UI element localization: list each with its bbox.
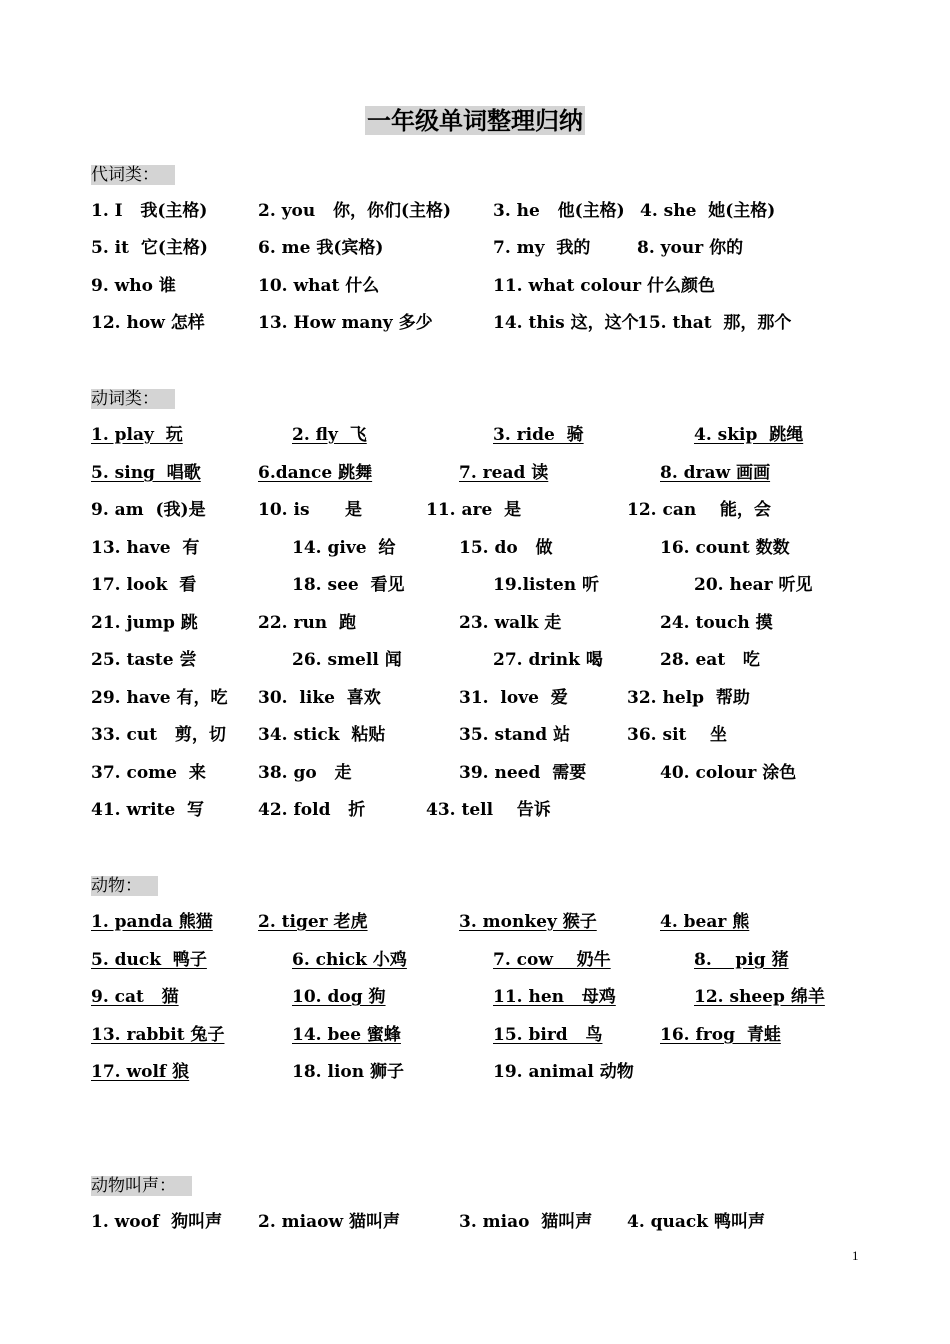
section-heading-animals: 动物： — [91, 875, 158, 897]
section-heading-animal-sounds: 动物叫声： — [91, 1175, 192, 1197]
word-entry: 2. tiger 老虎 — [258, 912, 368, 932]
word-entry: 26. smell 闻 — [292, 650, 402, 670]
word-entry: 24. touch 摸 — [660, 613, 773, 633]
word-entry: 14. give 给 — [292, 538, 396, 558]
word-entry: 9. who 谁 — [91, 276, 176, 296]
word-row — [0, 311, 950, 337]
word-entry: 30. like 喜欢 — [258, 688, 381, 708]
word-entry: 4. quack 鸭叫声 — [627, 1212, 765, 1232]
word-entry: 10. what 什么 — [258, 276, 380, 296]
word-entry: 12. sheep 绵羊 — [694, 987, 825, 1007]
word-entry: 11. what colour 什么颜色 — [493, 276, 715, 296]
word-entry: 4. skip 跳绳 — [694, 425, 804, 445]
word-entry: 16. count 数数 — [660, 538, 790, 558]
word-entry: 18. lion 狮子 — [292, 1062, 405, 1082]
word-entry: 31. love 爱 — [459, 688, 568, 708]
word-entry: 40. colour 涂色 — [660, 763, 797, 783]
word-row — [0, 798, 950, 824]
word-row — [0, 461, 950, 487]
word-entry: 3. he 他(主格) — [493, 201, 625, 221]
page-number: 1 — [852, 1248, 859, 1263]
word-row — [0, 274, 950, 300]
word-entry: 19.listen 听 — [493, 575, 600, 595]
word-entry: 3. miao 猫叫声 — [459, 1212, 593, 1232]
word-row — [0, 611, 950, 637]
page-title: 一年级单词整理归纳 — [367, 106, 583, 135]
word-entry: 17. look 看 — [91, 575, 197, 595]
word-entry: 8. your 你的 — [637, 238, 744, 258]
word-entry: 9. cat 猫 — [91, 987, 179, 1007]
word-entry: 6. me 我(宾格) — [258, 238, 384, 258]
word-entry: 11. are 是 — [426, 500, 522, 520]
word-entry: 4. bear 熊 — [660, 912, 750, 932]
word-entry: 8. draw 画画 — [660, 463, 771, 483]
word-entry: 1. I 我(主格) — [91, 201, 208, 221]
word-entry: 6.dance 跳舞 — [258, 463, 373, 483]
word-row — [0, 948, 950, 974]
word-entry: 12. how 怎样 — [91, 313, 205, 333]
word-entry: 15. bird 鸟 — [493, 1025, 603, 1045]
word-entry: 43. tell 告诉 — [426, 800, 551, 820]
word-entry: 10. is 是 — [258, 500, 363, 520]
word-entry: 15. do 做 — [459, 538, 553, 558]
word-entry: 12. can 能，会 — [627, 500, 771, 520]
word-row — [0, 1210, 950, 1236]
word-row — [0, 536, 950, 562]
word-entry: 3. monkey 猴子 — [459, 912, 597, 932]
word-entry: 33. cut 剪，切 — [91, 725, 226, 745]
word-entry: 11. hen 母鸡 — [493, 987, 616, 1007]
word-entry: 1. panda 熊猫 — [91, 912, 213, 932]
section-heading-verbs: 动词类： — [91, 388, 175, 410]
word-entry: 19. animal 动物 — [493, 1062, 634, 1082]
word-entry: 13. have 有 — [91, 538, 200, 558]
word-entry: 2. you 你，你们(主格) — [258, 201, 452, 221]
word-entry: 34. stick 粘贴 — [258, 725, 386, 745]
word-entry: 14. bee 蜜蜂 — [292, 1025, 401, 1045]
word-entry: 22. run 跑 — [258, 613, 357, 633]
word-row — [0, 1060, 950, 1086]
word-entry: 2. miaow 猫叫声 — [258, 1212, 401, 1232]
word-entry: 17. wolf 狼 — [91, 1062, 190, 1082]
word-entry: 5. sing 唱歌 — [91, 463, 201, 483]
word-row — [0, 686, 950, 712]
word-entry: 2. fly 飞 — [292, 425, 367, 445]
word-entry: 7. read 读 — [459, 463, 549, 483]
word-entry: 39. need 需要 — [459, 763, 587, 783]
word-entry: 28. eat 吃 — [660, 650, 760, 670]
word-entry: 29. have 有，吃 — [91, 688, 228, 708]
word-entry: 32. help 帮助 — [627, 688, 750, 708]
section-heading-pronouns: 代词类： — [91, 164, 175, 186]
word-row — [0, 573, 950, 599]
word-entry: 20. hear 听见 — [694, 575, 813, 595]
word-entry: 1. play 玩 — [91, 425, 183, 445]
word-entry: 13. How many 多少 — [258, 313, 433, 333]
word-entry: 5. it 它(主格) — [91, 238, 208, 258]
word-entry: 25. taste 尝 — [91, 650, 197, 670]
word-entry: 1. woof 狗叫声 — [91, 1212, 223, 1232]
word-entry: 21. jump 跳 — [91, 613, 198, 633]
word-entry: 42. fold 折 — [258, 800, 366, 820]
word-row — [0, 648, 950, 674]
word-row — [0, 910, 950, 936]
word-row — [0, 761, 950, 787]
word-row — [0, 985, 950, 1011]
word-row — [0, 423, 950, 449]
word-entry: 41. write 写 — [91, 800, 205, 820]
word-entry: 7. my 我的 — [493, 238, 591, 258]
word-entry: 8. pig 猪 — [694, 950, 789, 970]
word-entry: 9. am (我)是 — [91, 500, 206, 520]
word-entry: 35. stand 站 — [459, 725, 571, 745]
word-entry: 16. frog 青蛙 — [660, 1025, 781, 1045]
word-entry: 10. dog 狗 — [292, 987, 386, 1007]
word-entry: 15. that 那，那个 — [637, 313, 792, 333]
word-entry: 7. cow 奶牛 — [493, 950, 611, 970]
word-row — [0, 498, 950, 524]
word-entry: 38. go 走 — [258, 763, 352, 783]
word-entry: 5. duck 鸭子 — [91, 950, 207, 970]
word-entry: 13. rabbit 兔子 — [91, 1025, 225, 1045]
word-entry: 36. sit 坐 — [627, 725, 728, 745]
word-entry: 14. this 这，这个 — [493, 313, 639, 333]
word-entry: 37. come 来 — [91, 763, 206, 783]
word-row — [0, 236, 950, 262]
word-entry: 6. chick 小鸡 — [292, 950, 407, 970]
word-row — [0, 723, 950, 749]
word-row — [0, 1023, 950, 1049]
word-entry: 27. drink 喝 — [493, 650, 603, 670]
word-entry: 4. she 她(主格) — [640, 201, 776, 221]
word-entry: 23. walk 走 — [459, 613, 562, 633]
word-entry: 3. ride 骑 — [493, 425, 584, 445]
word-entry: 18. see 看见 — [292, 575, 405, 595]
word-row — [0, 199, 950, 225]
